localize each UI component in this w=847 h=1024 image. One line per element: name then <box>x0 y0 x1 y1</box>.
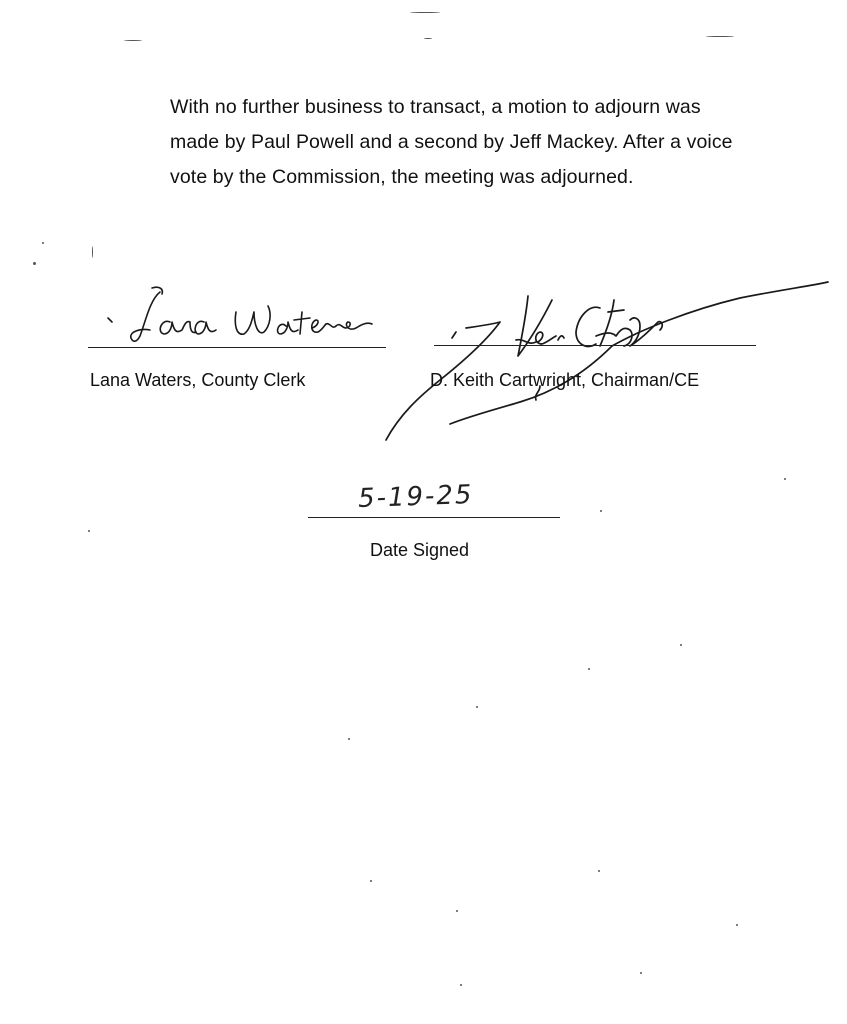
scan-speck <box>588 668 590 670</box>
chairman-caption: D. Keith Cartwright, Chairman/CE <box>430 370 700 390</box>
scan-speck <box>736 924 738 926</box>
paragraph-line-3: vote by the Commission, the meeting was adjourned. <box>170 166 634 188</box>
clerk-caption: Lana Waters, County Clerk <box>90 370 306 390</box>
scan-speck <box>33 262 36 265</box>
scan-speck <box>424 38 432 39</box>
scan-speck <box>88 530 90 532</box>
scan-speck <box>680 644 682 646</box>
scan-speck <box>456 910 458 912</box>
scan-speck <box>92 246 93 258</box>
scan-speck <box>784 478 786 480</box>
scan-speck <box>124 40 142 41</box>
scan-speck <box>348 738 350 740</box>
chairman-signature-line <box>434 345 756 346</box>
scan-speck <box>600 510 602 512</box>
scan-speck <box>640 972 642 974</box>
scan-speck <box>476 706 478 708</box>
date-signed-line <box>308 517 560 518</box>
scan-speck <box>598 870 600 872</box>
scan-speck <box>460 984 462 986</box>
paragraph-line-1: With no further business to transact, a motion to adjourn was <box>170 96 701 118</box>
scan-speck <box>370 880 372 882</box>
handwritten-date: 5-19-25 <box>357 479 474 515</box>
scan-speck <box>42 242 44 244</box>
paragraph-line-2: made by Paul Powell and a second by Jeff Mackey. After a voice <box>170 131 733 153</box>
scan-speck <box>706 36 734 37</box>
date-signed-caption: Date Signed <box>370 540 470 560</box>
scan-speck <box>410 12 440 13</box>
